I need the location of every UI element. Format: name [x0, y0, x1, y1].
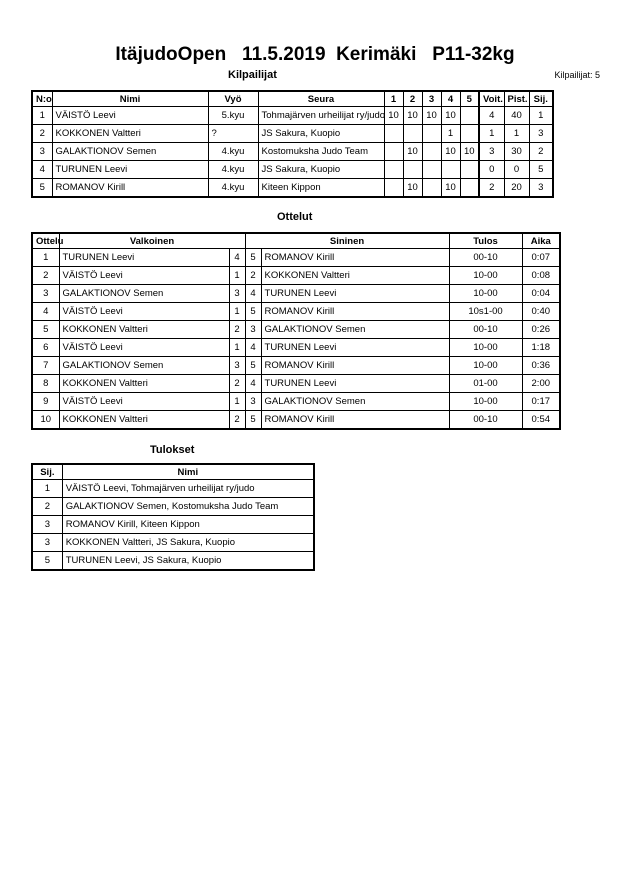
result-place: 3: [32, 534, 62, 552]
header-no: N:o: [32, 91, 52, 107]
round-3-score: [422, 179, 441, 198]
header-name: Nimi: [52, 91, 208, 107]
match-result: 10s1-00: [449, 303, 522, 321]
competitor-name: TURUNEN Leevi: [52, 161, 208, 179]
competitor-wins: 3: [479, 143, 504, 161]
result-row: [32, 534, 314, 552]
competitor-place: 1: [529, 107, 553, 125]
round-4-score: 10: [441, 179, 460, 198]
match-result: 00-10: [449, 321, 522, 339]
round-4-score: 10: [441, 143, 460, 161]
blue-number: 4: [245, 339, 261, 357]
competitor-place: 3: [529, 179, 553, 198]
blue-competitor: TURUNEN Leevi: [261, 339, 449, 357]
header-time: Aika: [522, 233, 560, 249]
match-result: 00-10: [449, 411, 522, 430]
match-result: 10-00: [449, 357, 522, 375]
white-number: 3: [229, 357, 245, 375]
round-4-score: 10: [441, 107, 460, 125]
blue-number: 4: [245, 285, 261, 303]
result-name: ROMANOV Kirill, Kiteen Kippon: [62, 516, 314, 534]
match-row: [32, 339, 560, 357]
result-name: GALAKTIONOV Semen, Kostomuksha Judo Team: [62, 498, 314, 516]
competitors-table: [31, 90, 554, 198]
round-1-score: 10: [384, 107, 403, 125]
header-round-4: 4: [441, 91, 460, 107]
blue-number: 5: [245, 303, 261, 321]
match-result: 10-00: [449, 285, 522, 303]
page-title: ItäjudoOpen 11.5.2019 Kerimäki P11-32kg: [115, 44, 515, 65]
match-result: 01-00: [449, 375, 522, 393]
match-time: 0:07: [522, 249, 560, 267]
white-number: 2: [229, 321, 245, 339]
round-1-score: [384, 143, 403, 161]
competitor-place: 5: [529, 161, 553, 179]
match-row: [32, 321, 560, 339]
round-1-score: [384, 161, 403, 179]
match-time: 0:54: [522, 411, 560, 430]
competitor-wins: 4: [479, 107, 504, 125]
match-time: 0:26: [522, 321, 560, 339]
header-club: Seura: [258, 91, 384, 107]
round-4-score: 1: [441, 125, 460, 143]
match-no: 4: [32, 303, 59, 321]
blue-number: 5: [245, 411, 261, 430]
blue-number: 3: [245, 393, 261, 411]
header-result: Tulos: [449, 233, 522, 249]
round-5-score: 10: [460, 143, 479, 161]
white-competitor: KOKKONEN Valtteri: [59, 411, 229, 430]
white-competitor: KOKKONEN Valtteri: [59, 375, 229, 393]
blue-number: 3: [245, 321, 261, 339]
header-results-place: Sij.: [32, 464, 62, 480]
white-competitor: KOKKONEN Valtteri: [59, 321, 229, 339]
round-3-score: [422, 143, 441, 161]
white-competitor: VÄISTÖ Leevi: [59, 339, 229, 357]
blue-competitor: TURUNEN Leevi: [261, 285, 449, 303]
match-time: 0:17: [522, 393, 560, 411]
white-competitor: GALAKTIONOV Semen: [59, 357, 229, 375]
result-row: [32, 516, 314, 534]
result-row: [32, 480, 314, 498]
match-result: 10-00: [449, 339, 522, 357]
competitor-row: [32, 179, 553, 198]
competitor-club: Tohmajärven urheilijat ry/judo: [258, 107, 384, 125]
round-2-score: 10: [403, 143, 422, 161]
competitor-belt: 5.kyu: [208, 107, 258, 125]
header-place: Sij.: [529, 91, 553, 107]
result-name: KOKKONEN Valtteri, JS Sakura, Kuopio: [62, 534, 314, 552]
match-time: 0:36: [522, 357, 560, 375]
competitor-row: [32, 125, 553, 143]
header-blue: Sininen: [245, 233, 449, 249]
blue-competitor: KOKKONEN Valtteri: [261, 267, 449, 285]
competitor-no: 4: [32, 161, 52, 179]
white-number: 2: [229, 375, 245, 393]
competitor-no: 2: [32, 125, 52, 143]
match-no: 2: [32, 267, 59, 285]
match-no: 7: [32, 357, 59, 375]
competitor-place: 2: [529, 143, 553, 161]
match-row: [32, 411, 560, 430]
white-number: 4: [229, 249, 245, 267]
competitor-no: 1: [32, 107, 52, 125]
header-round-5: 5: [460, 91, 479, 107]
match-no: 6: [32, 339, 59, 357]
blue-competitor: ROMANOV Kirill: [261, 357, 449, 375]
blue-competitor: ROMANOV Kirill: [261, 411, 449, 430]
competitors-section-title: Kilpailijat: [228, 69, 277, 81]
white-competitor: VÄISTÖ Leevi: [59, 393, 229, 411]
match-row: [32, 375, 560, 393]
round-5-score: [460, 161, 479, 179]
round-5-score: [460, 125, 479, 143]
competitor-points: 30: [504, 143, 529, 161]
results-table: [31, 463, 315, 571]
white-number: 1: [229, 303, 245, 321]
result-place: 1: [32, 480, 62, 498]
competitor-belt: 4.kyu: [208, 143, 258, 161]
competitor-belt: 4.kyu: [208, 179, 258, 198]
competitor-name: KOKKONEN Valtteri: [52, 125, 208, 143]
blue-competitor: ROMANOV Kirill: [261, 303, 449, 321]
competitor-no: 5: [32, 179, 52, 198]
header-round-1: 1: [384, 91, 403, 107]
competitors-header-row: [32, 91, 553, 107]
competitor-points: 1: [504, 125, 529, 143]
header-round-2: 2: [403, 91, 422, 107]
white-competitor: TURUNEN Leevi: [59, 249, 229, 267]
blue-number: 5: [245, 357, 261, 375]
competitor-row: [32, 161, 553, 179]
match-no: 1: [32, 249, 59, 267]
competitor-name: GALAKTIONOV Semen: [52, 143, 208, 161]
competitor-name: ROMANOV Kirill: [52, 179, 208, 198]
header-match-no: Ottelu: [32, 233, 59, 249]
round-2-score: [403, 125, 422, 143]
result-place: 2: [32, 498, 62, 516]
white-competitor: GALAKTIONOV Semen: [59, 285, 229, 303]
competitor-count: Kilpailijat: 5: [554, 70, 600, 80]
match-time: 1:18: [522, 339, 560, 357]
blue-number: 2: [245, 267, 261, 285]
white-number: 1: [229, 339, 245, 357]
blue-competitor: ROMANOV Kirill: [261, 249, 449, 267]
result-place: 3: [32, 516, 62, 534]
round-1-score: [384, 125, 403, 143]
competitor-points: 0: [504, 161, 529, 179]
result-place: 5: [32, 552, 62, 571]
match-row: [32, 267, 560, 285]
match-time: 0:04: [522, 285, 560, 303]
competitor-row: [32, 143, 553, 161]
match-row: [32, 285, 560, 303]
competitor-row: [32, 107, 553, 125]
competitor-place: 3: [529, 125, 553, 143]
result-name: TURUNEN Leevi, JS Sakura, Kuopio: [62, 552, 314, 571]
match-no: 9: [32, 393, 59, 411]
competitor-points: 40: [504, 107, 529, 125]
matches-table: [31, 232, 561, 430]
match-no: 10: [32, 411, 59, 430]
competitor-club: Kostomuksha Judo Team: [258, 143, 384, 161]
round-1-score: [384, 179, 403, 198]
round-2-score: 10: [403, 107, 422, 125]
round-5-score: [460, 107, 479, 125]
blue-competitor: GALAKTIONOV Semen: [261, 321, 449, 339]
match-time: 0:08: [522, 267, 560, 285]
matches-header-row: [32, 233, 560, 249]
competitor-wins: 2: [479, 179, 504, 198]
result-row: [32, 498, 314, 516]
blue-competitor: GALAKTIONOV Semen: [261, 393, 449, 411]
white-number: 2: [229, 411, 245, 430]
competitor-club: Kiteen Kippon: [258, 179, 384, 198]
blue-competitor: TURUNEN Leevi: [261, 375, 449, 393]
round-3-score: [422, 125, 441, 143]
results-section-title: Tulokset: [150, 444, 195, 456]
competitor-no: 3: [32, 143, 52, 161]
results-header-row: [32, 464, 314, 480]
blue-number: 5: [245, 249, 261, 267]
white-number: 1: [229, 267, 245, 285]
matches-section-title: Ottelut: [277, 211, 313, 223]
white-competitor: VÄISTÖ Leevi: [59, 267, 229, 285]
competitor-club: JS Sakura, Kuopio: [258, 125, 384, 143]
competitor-club: JS Sakura, Kuopio: [258, 161, 384, 179]
round-3-score: 10: [422, 107, 441, 125]
match-result: 10-00: [449, 267, 522, 285]
match-row: [32, 393, 560, 411]
match-row: [32, 249, 560, 267]
white-number: 1: [229, 393, 245, 411]
competitor-wins: 1: [479, 125, 504, 143]
match-result: 00-10: [449, 249, 522, 267]
header-belt: Vyö: [208, 91, 258, 107]
header-white: Valkoinen: [59, 233, 245, 249]
white-competitor: VÄISTÖ Leevi: [59, 303, 229, 321]
match-row: [32, 357, 560, 375]
round-4-score: [441, 161, 460, 179]
competitor-belt: 4.kyu: [208, 161, 258, 179]
match-row: [32, 303, 560, 321]
match-time: 2:00: [522, 375, 560, 393]
competitor-points: 20: [504, 179, 529, 198]
competitor-name: VÄISTÖ Leevi: [52, 107, 208, 125]
round-3-score: [422, 161, 441, 179]
header-wins: Voit.: [479, 91, 504, 107]
match-no: 3: [32, 285, 59, 303]
match-time: 0:40: [522, 303, 560, 321]
match-no: 8: [32, 375, 59, 393]
round-2-score: 10: [403, 179, 422, 198]
competitor-wins: 0: [479, 161, 504, 179]
blue-number: 4: [245, 375, 261, 393]
result-name: VÄISTÖ Leevi, Tohmajärven urheilijat ry/judo: [62, 480, 314, 498]
round-2-score: [403, 161, 422, 179]
competitor-belt: ?: [208, 125, 258, 143]
result-row: [32, 552, 314, 571]
white-number: 3: [229, 285, 245, 303]
round-5-score: [460, 179, 479, 198]
header-points: Pist.: [504, 91, 529, 107]
match-no: 5: [32, 321, 59, 339]
match-result: 10-00: [449, 393, 522, 411]
header-results-name: Nimi: [62, 464, 314, 480]
header-round-3: 3: [422, 91, 441, 107]
